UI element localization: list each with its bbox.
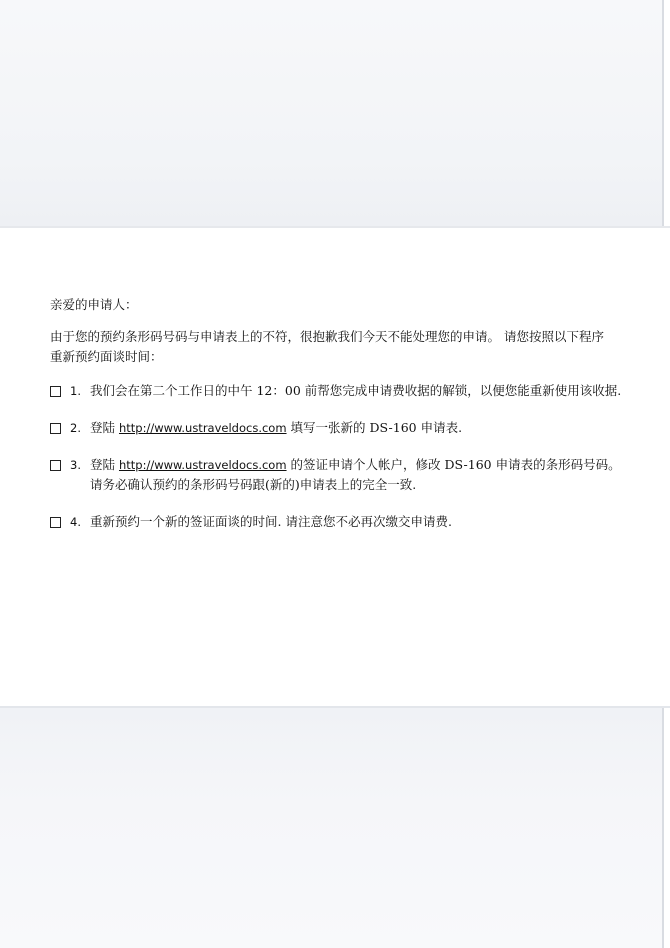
checkbox-icon[interactable] — [50, 460, 61, 471]
step-number: 4. — [70, 515, 81, 529]
checkbox-icon[interactable] — [50, 423, 61, 434]
step-3 — [50, 455, 630, 495]
step-text — [90, 420, 462, 435]
step-text — [90, 457, 621, 492]
step-4 — [50, 512, 630, 532]
step-number: 2. — [70, 421, 81, 435]
step-1 — [50, 381, 630, 401]
step-text-before: 登陆 — [90, 420, 119, 435]
scan-edge-right-top — [662, 0, 664, 226]
checkbox-icon[interactable] — [50, 386, 61, 397]
scan-shadow-top — [0, 0, 662, 226]
scan-edge-top — [0, 226, 670, 228]
step-number: 3. — [70, 458, 81, 472]
checkbox-icon[interactable] — [50, 517, 61, 528]
steps-list — [50, 381, 630, 532]
step-text: 我们会在第二个工作日的中午 12：00 前帮您完成申请费收据的解锁，以便您能重新使用该收据. — [90, 383, 622, 398]
scan-edge-right-bottom — [662, 708, 664, 948]
ustraveldocs-link[interactable]: http://www.ustraveldocs.com — [118, 458, 287, 472]
step-text-after: 填写一张新的 DS-160 申请表. — [286, 420, 463, 435]
intro-paragraph: 由于您的预约条形码号码与申请表上的不符，很抱歉我们今天不能处理您的申请。 请您按照以下程序重新预约面谈时间： — [50, 329, 604, 364]
step-2 — [50, 418, 630, 438]
scan-shadow-bottom — [0, 708, 662, 948]
step-text-after: 的签证申请个人帐户，修改 DS-160 申请表的条形码号码。请务必确认预约的条形码号码跟(新的)申请表上的完全一致. — [90, 457, 621, 492]
step-number: 1. — [70, 384, 81, 398]
salutation: 亲爱的申请人： — [50, 297, 138, 312]
letter-body — [50, 295, 630, 549]
step-text-before: 登陆 — [90, 457, 119, 472]
step-text: 重新预约一个新的签证面谈的时间. 请注意您不必再次缴交申请费. — [90, 514, 452, 529]
ustraveldocs-link[interactable]: http://www.ustraveldocs.com — [118, 421, 287, 435]
